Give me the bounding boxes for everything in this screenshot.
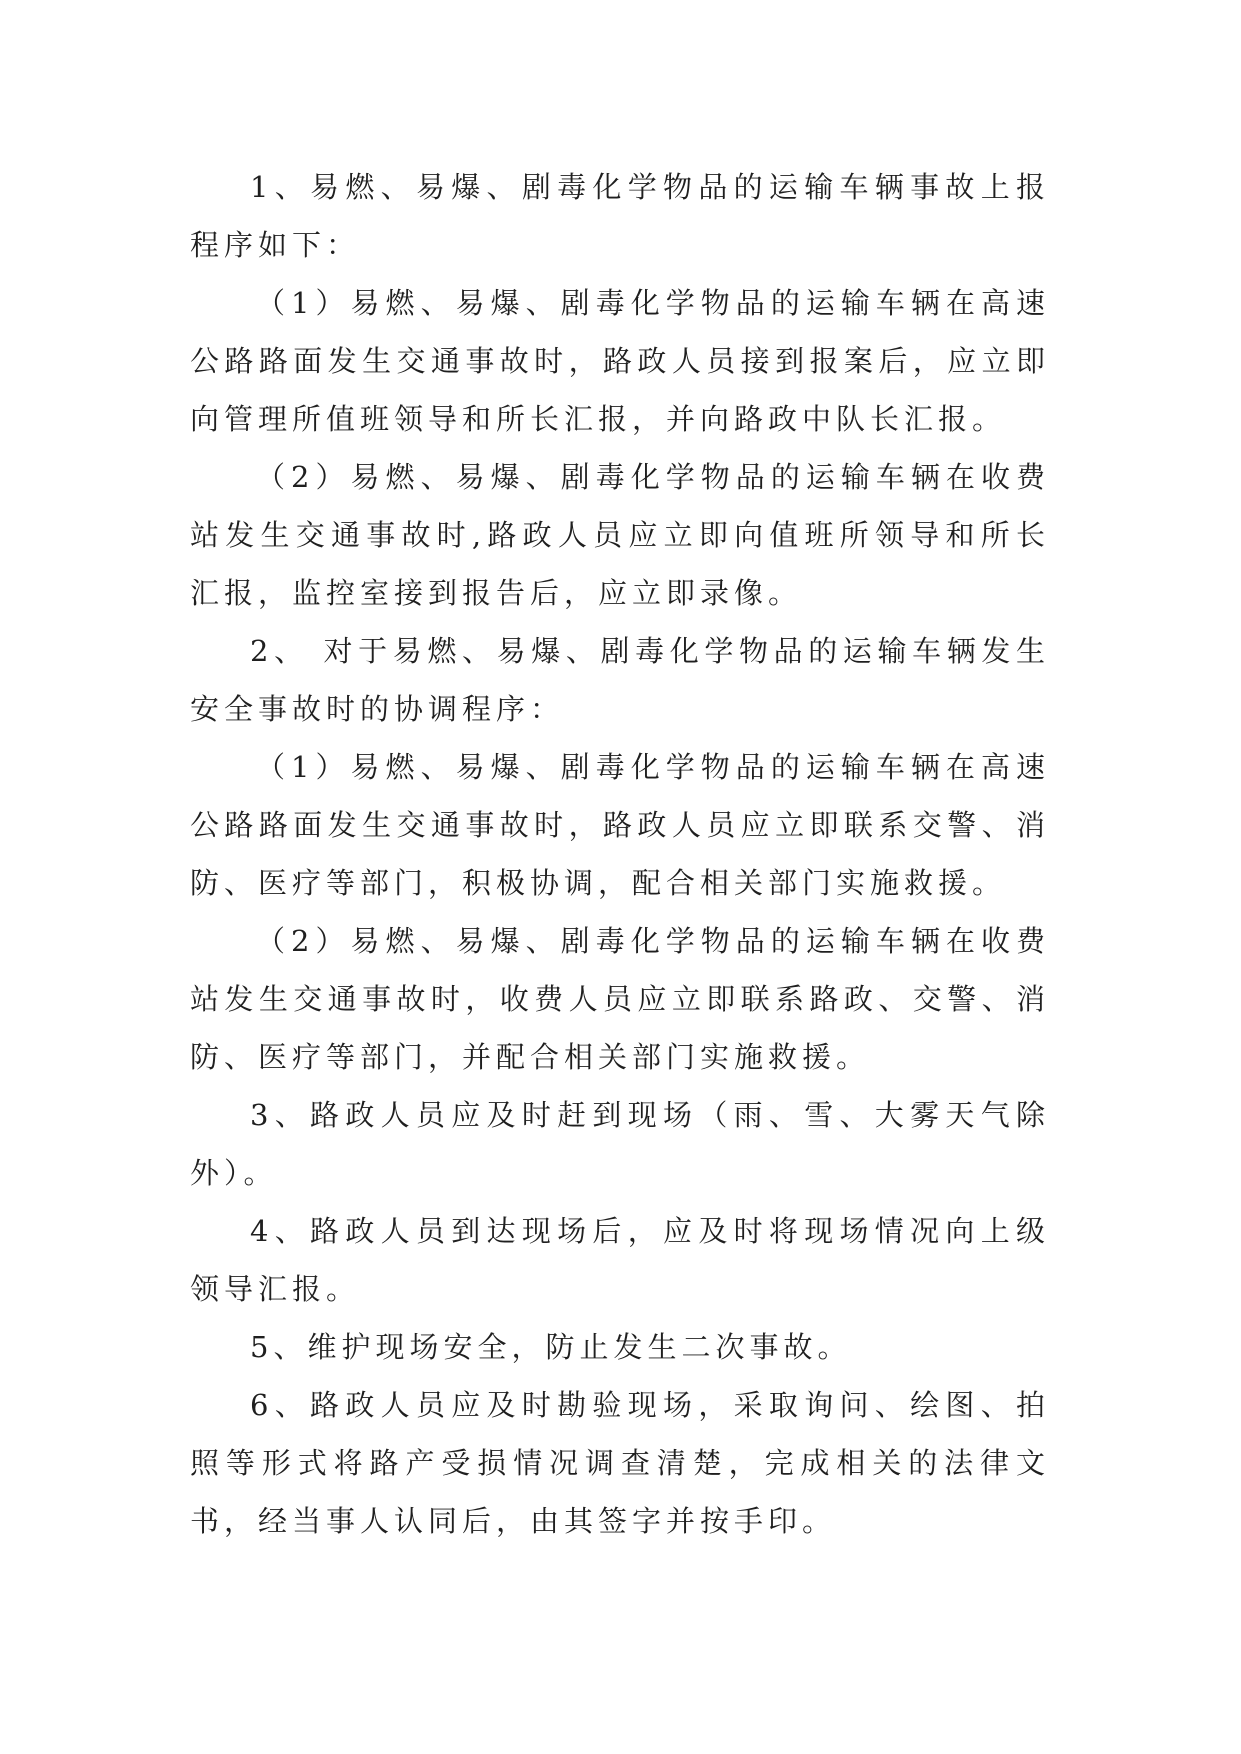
paragraph-2: 2、 对于易燃、易爆、剧毒化学物品的运输车辆发生安全事故时的协调程序：	[190, 634, 1050, 726]
paragraph-5: 5、维护现场安全，防止发生二次事故。	[250, 1330, 852, 1364]
paragraph-1-1: （1）易燃、易爆、剧毒化学物品的运输车辆在高速公路路面发生交通事故时，路政人员接到报案后，应立即向管理所值班领导和所长汇报，并向路政中队长汇报。	[190, 286, 1050, 436]
paragraph-1: 1、易燃、易爆、剧毒化学物品的运输车辆事故上报程序如下：	[190, 170, 1050, 262]
document-body	[190, 158, 1050, 1550]
paragraph-1-2: （2）易燃、易爆、剧毒化学物品的运输车辆在收费站发生交通事故时,路政人员应立即向值班所领导和所长汇报，监控室接到报告后，应立即录像。	[190, 460, 1050, 610]
paragraph-2-1: （1）易燃、易爆、剧毒化学物品的运输车辆在高速公路路面发生交通事故时，路政人员应立即联系交警、消防、医疗等部门，积极协调，配合相关部门实施救援。	[190, 750, 1050, 900]
paragraph-6: 6、路政人员应及时勘验现场，采取询问、绘图、拍照等形式将路产受损情况调查清楚，完成相关的法律文书，经当事人认同后，由其签字并按手印。	[190, 1388, 1050, 1538]
paragraph-2-2: （2）易燃、易爆、剧毒化学物品的运输车辆在收费站发生交通事故时，收费人员应立即联系路政、交警、消防、医疗等部门，并配合相关部门实施救援。	[190, 924, 1050, 1074]
paragraph-4: 4、路政人员到达现场后，应及时将现场情况向上级领导汇报。	[190, 1214, 1050, 1306]
paragraph-3: 3、路政人员应及时赶到现场（雨、雪、大雾天气除外）。	[190, 1098, 1050, 1190]
